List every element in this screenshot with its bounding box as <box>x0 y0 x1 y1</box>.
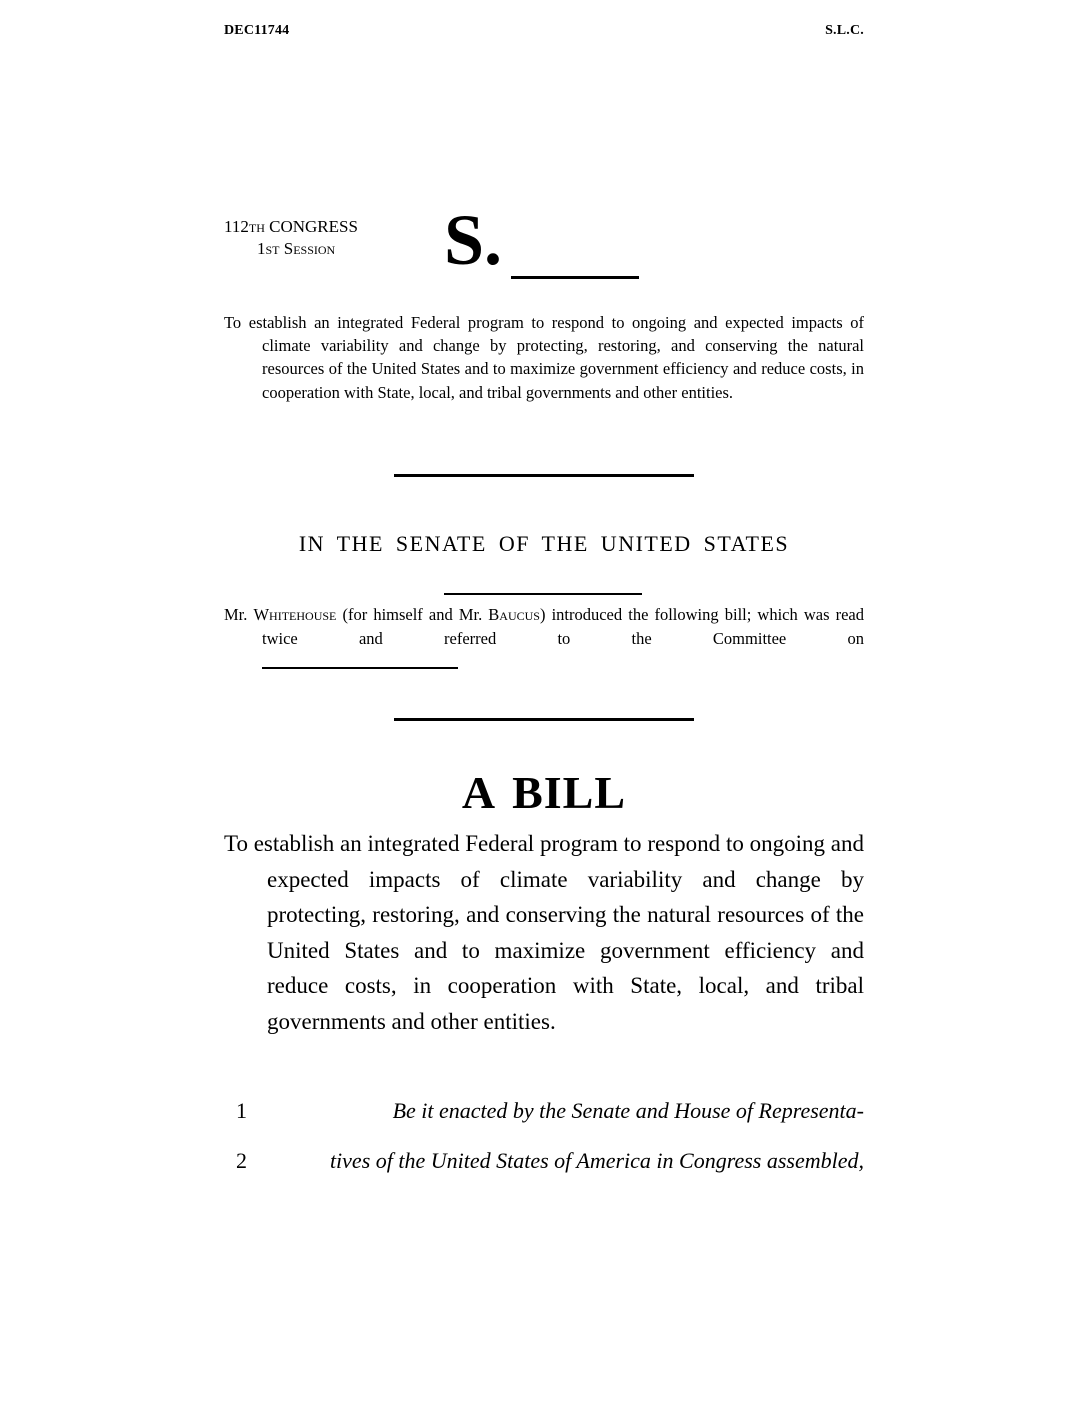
congress-session-block <box>224 216 406 260</box>
line-number: 2 <box>236 1148 247 1173</box>
intro-prefix: Mr. <box>224 605 254 624</box>
congress-number: 112 <box>224 217 249 236</box>
session-line <box>224 238 406 260</box>
long-title: To establish an integrated Federal program to respond to ongoing and expected impacts of climate variability and change by protecting, restoring, and conserving the natural resources of the United States and to maximize government efficiency and reduce costs, in cooperation with State, local, and tribal governments and other entities. <box>224 831 864 1034</box>
divider-rule <box>394 718 694 721</box>
bill-number-blank <box>511 276 639 279</box>
session-suffix: st <box>265 239 280 258</box>
intro-suffix: ) introduced the following bill; which was read twice and referred to the Committee on <box>262 605 864 648</box>
congress-suffix: th <box>248 217 265 236</box>
document-id: DEC11744 <box>224 23 290 38</box>
congress-label: CONGRESS <box>269 217 358 236</box>
bill-heading: A BILL <box>461 767 627 818</box>
session-label: Session <box>283 239 336 258</box>
divider-rule <box>394 474 694 477</box>
chamber-letter: S. <box>444 200 503 280</box>
short-title: To establish an integrated Federal program to respond to ongoing and expected impacts of climate variability and change by protecting, restoring, and conserving the natural resources of the United States and to maximize government efficiency and reduce costs, in cooperation with State, local, and tribal governments and other entities. <box>224 313 864 402</box>
sponsor-name: Whitehouse <box>253 605 337 624</box>
introduction-statement <box>224 603 864 650</box>
senate-heading: IN THE SENATE OF THE UNITED STATES <box>298 531 790 556</box>
line-text: Be it enacted by the Senate and House of Representa- <box>392 1098 864 1123</box>
congress-line <box>224 216 406 238</box>
line-text: tives of the United States of America in Congress assembled, <box>329 1148 864 1173</box>
office-code: S.L.C. <box>825 23 864 38</box>
session-number: 1 <box>257 239 266 258</box>
line-number: 1 <box>236 1098 247 1123</box>
intro-middle: (for himself and Mr. <box>336 605 489 624</box>
cosponsor-name: Baucus <box>488 605 540 624</box>
divider-rule-thin <box>444 593 642 595</box>
committee-name-blank <box>262 667 458 669</box>
